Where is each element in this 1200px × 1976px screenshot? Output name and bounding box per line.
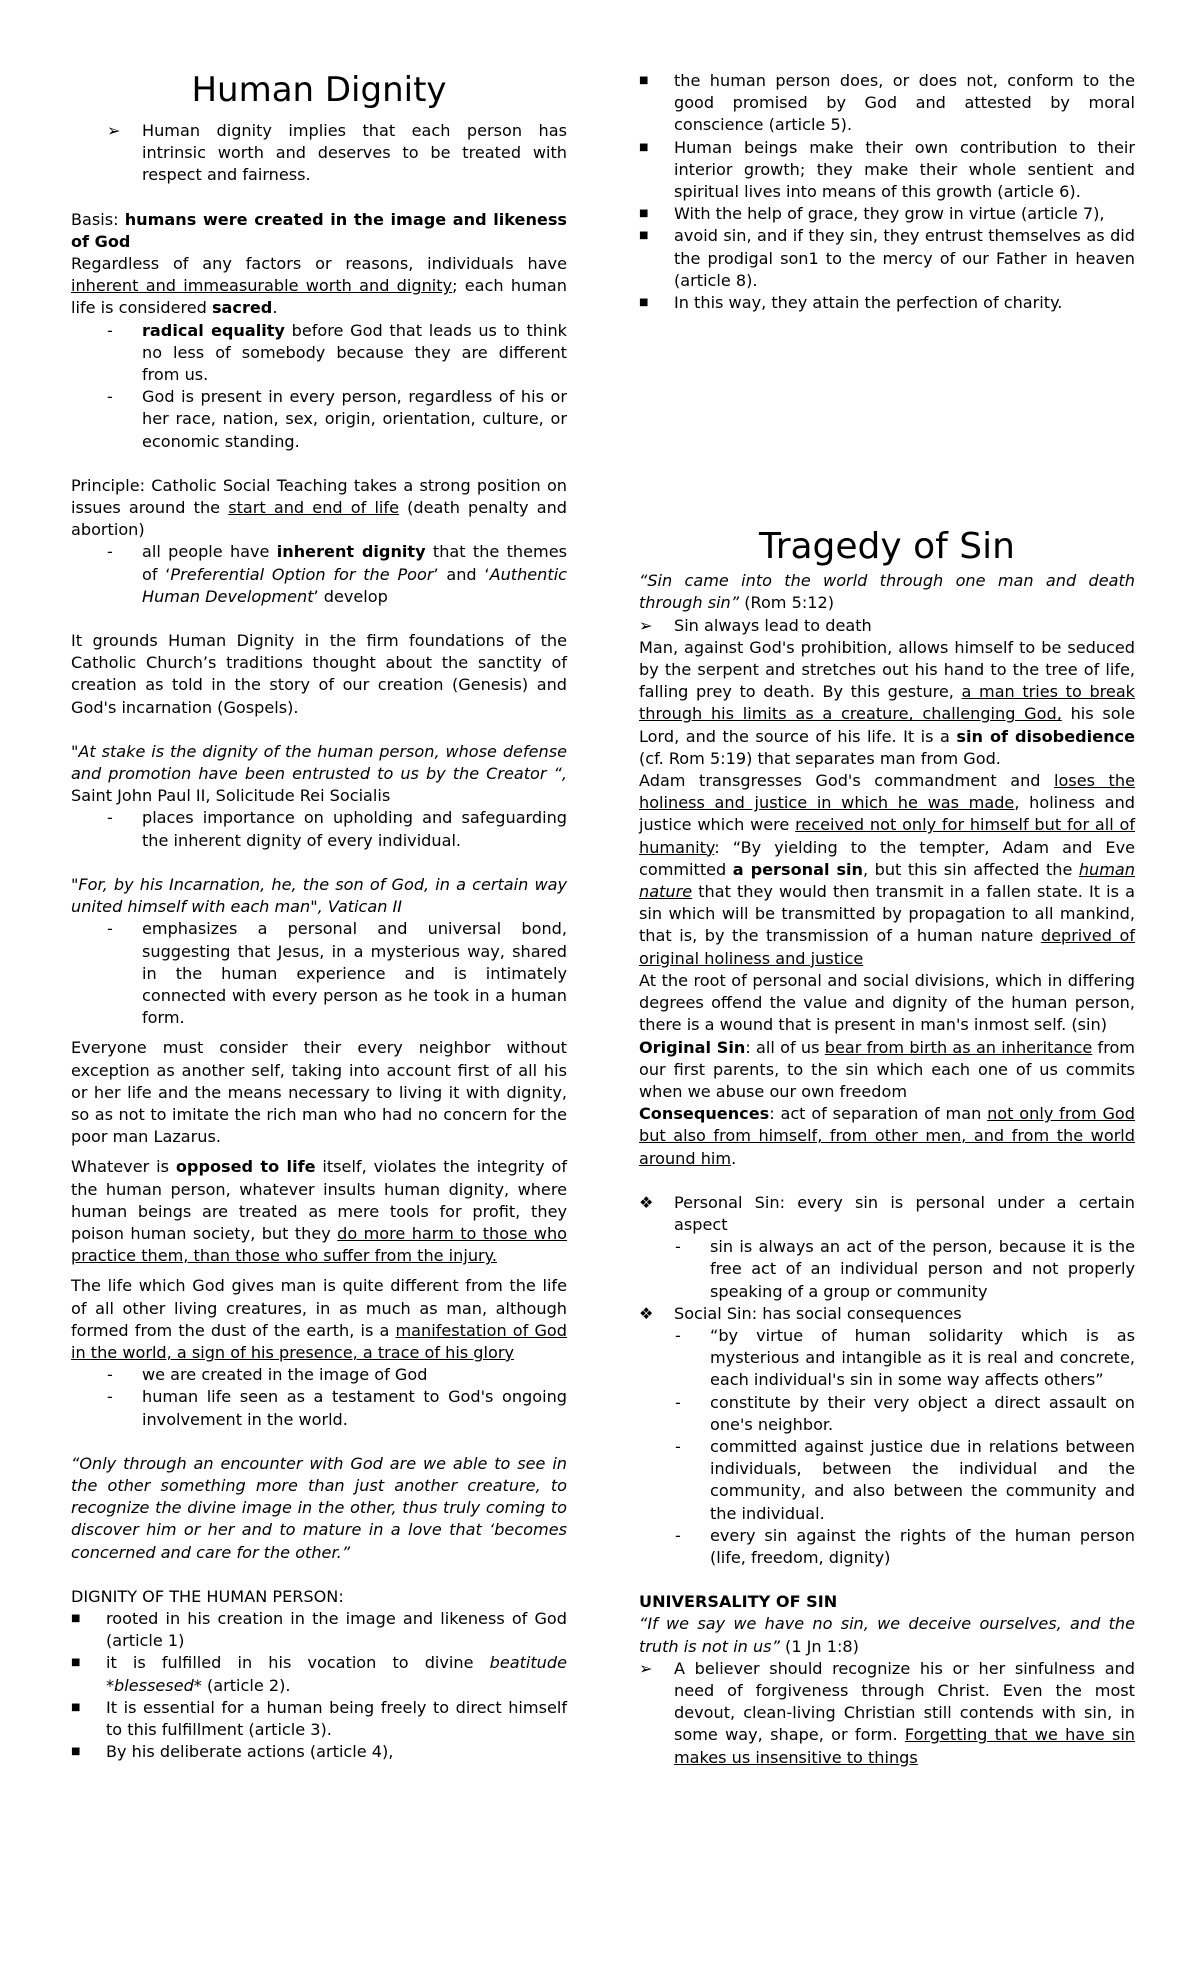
list-item: ■ the human person does, or does not, conform to the good promised by God and attested by moral conscience (article 5). <box>639 71 1135 135</box>
list-item: - we are created in the image of God <box>107 1365 428 1385</box>
list-item: - all people have inherent dignity that the themes of ‘Preferential Option for the Poor’ and ‘Authentic Human Development’ develop <box>107 542 568 606</box>
list-item: - radical equality before God that leads us to think no less of somebody because they are different from us. <box>107 320 567 385</box>
basis-paragraph: Basis: humans were created in the image and likeness of God <box>71 209 567 251</box>
quote2-list <box>71 918 567 1029</box>
regardless-paragraph: Regardless of any factors or reasons, individuals have inherent and immeasurable worth and dignity; each human life is considered sacred. <box>71 254 567 318</box>
arrow-bullet-icon: ➢ <box>639 615 653 635</box>
left-column <box>71 62 567 1763</box>
consequences-paragraph: Consequences: act of separation of man not only from God but also from himself, from other men, and from the world around him. <box>639 1104 1135 1168</box>
list-item: ■ Human beings make their own contribution to their interior growth; they make their whole sentient and spiritual lives into means of this growth (article 6). <box>639 137 1135 202</box>
adam-paragraph: Adam transgresses God's commandment and loses the holiness and justice in which he was made, holiness and justice which were received not only for himself but for all of humanity: “By yielding to the tempter, Adam and Eve committed a personal sin, but this sin affected the human nature that they would then transmit in a fallen state. It is a sin which will be transmitted by propagation to all mankind, that is, by the transmission of a human nature deprived of original holiness and justice <box>639 771 1135 968</box>
list-item: ➢ Sin always lead to death <box>674 615 1135 637</box>
social-sin-list <box>639 1303 1135 1325</box>
list-item: ➢ Human dignity implies that each person has intrinsic worth and deserves to be treated with respect and fairness. <box>107 121 567 185</box>
jn-quote: “If we say we have no sin, we deceive ourselves, and the truth is not in us” (1 Jn 1:8) <box>639 1614 1135 1656</box>
quote-john-paul: "At stake is the dignity of the human person, whose defense and promotion have been entrusted to us by the Creator “, Saint John Paul II, Solicitude Rei Socialis <box>71 741 567 806</box>
list-item: ■ avoid sin, and if they sin, they entrust themselves as did the prodigal son1 to the mercy of our Father in heaven (article 8). <box>639 226 1135 290</box>
dignity-list <box>71 1608 567 1763</box>
right-column <box>639 70 1135 1769</box>
life-list <box>71 1364 567 1431</box>
dignity-heading: DIGNITY OF THE HUMAN PERSON: <box>71 1586 344 1606</box>
whatever-paragraph: Whatever is opposed to life itself, violates the integrity of the human person, whatever insults human dignity, where human beings are treated as mere tools for profit, they poison human society, but they do more harm to those who practice them, than those who suffer from the injury. <box>71 1157 567 1266</box>
list-item: ■ it is fulfilled in his vocation to divine beatitude *blessesed* (article 2). <box>71 1653 567 1695</box>
dignity-list-continued <box>639 70 1135 314</box>
diamond-bullet-icon: ❖ <box>639 1303 654 1323</box>
list-item: - emphasizes a personal and universal bond, suggesting that Jesus, in a mysterious way, shared in the human experience and is intimately connected with every person as he took in a human form. <box>107 919 567 1028</box>
list-item: - committed against justice due in relations between individuals, between the individual and the community, and also between the community and the individual. <box>675 1436 1135 1523</box>
basis-list <box>71 320 567 453</box>
list-item: ➢ A believer should recognize his or her sinfulness and need of forgiveness through Christ. Even the most devout, clean-living Christian still contends with sin, in some way, shape, or form. Forgetting that we have sin makes us insensitive to things <box>639 1658 1135 1767</box>
list-item: ■ It is essential for a human being freely to direct himself to this fulfillment (article 3). <box>71 1697 567 1739</box>
man-paragraph: Man, against God's prohibition, allows himself to be seduced by the serpent and stretches out his hand to the tree of life, falling prey to death. By this gesture, a man tries to break through his limits as a creature, challenging God, his sole Lord, and the source of his life. It is a sin of disobedience (cf. Rom 5:19) that separates man from God. <box>639 637 1136 768</box>
diamond-bullet-icon: ❖ <box>639 1192 654 1212</box>
arrow-bullet-icon: ➢ <box>639 1658 653 1678</box>
arrow-bullet-icon: ➢ <box>107 121 121 140</box>
everyone-paragraph: Everyone must consider their every neighbor without exception as another self, taking into account first of all his or her life and the means necessary to living it with dignity, so as not to imitate the rich man who had no concern for the poor man Lazarus. <box>71 1038 567 1147</box>
personal-sin-sublist <box>639 1236 1135 1303</box>
rom-quote: “Sin came into the world through one man and death through sin” (Rom 5:12) <box>639 571 1135 613</box>
list-item: - sin is always an act of the person, because it is the free act of an individual person and not properly speaking of a group or community <box>675 1237 1135 1301</box>
list-item: - places importance on upholding and safeguarding the inherent dignity of every individual. <box>107 808 567 850</box>
page-title: Human Dignity <box>191 70 447 110</box>
root-paragraph: At the root of personal and social divisions, which in differing degrees offend the value and dignity of the human person, there is a wound that is present in man's inmost self. (sin) <box>639 970 1135 1035</box>
quote1-list <box>71 807 567 851</box>
universality-heading: UNIVERSALITY OF SIN <box>639 1592 838 1612</box>
list-item: ■ In this way, they attain the perfection of charity. <box>639 293 1063 313</box>
encounter-quote: “Only through an encounter with God are we able to see in the other something more than just another creature, to recognize the divine image in the other, thus truly coming to discover him or her and to mature in a love that ‘becomes concerned and care for the other.” <box>71 1453 567 1562</box>
principle-paragraph: Principle: Catholic Social Teaching takes a strong position on issues around the start and end of life (death penalty and abortion) <box>71 475 567 540</box>
original-sin-paragraph: Original Sin: all of us bear from birth as an inheritance from our first parents, to the sin which each one of us commits when we abuse our own freedom <box>639 1037 1135 1101</box>
life-god-paragraph: The life which God gives man is quite different from the life of all other living creatures, in as much as man, although formed from the dust of the earth, is a manifestation of God in the world, a sign of his presence, a trace of his glory <box>71 1276 567 1362</box>
list-item: ❖ Social Sin: has social consequences <box>674 1303 1135 1325</box>
list-item: - “by virtue of human solidarity which is as mysterious and intangible as it is real and concrete, each individual's sin in some way affects others” <box>675 1325 1135 1390</box>
intro-list <box>71 120 567 187</box>
grounds-paragraph: It grounds Human Dignity in the firm foundations of the Catholic Church’s traditions thought about the sanctity of creation as told in the story of our creation (Genesis) and God's incarnation (Gospels). <box>71 631 567 717</box>
list-item: ■ rooted in his creation in the image and likeness of God (article 1) <box>71 1608 567 1651</box>
list-item: - human life seen as a testament to God's ongoing involvement in the world. <box>107 1387 567 1429</box>
section-title-tragedy: Tragedy of Sin <box>759 526 1015 568</box>
list-item: ❖ Personal Sin: every sin is personal under a certain aspect <box>639 1192 1135 1234</box>
believer-list <box>639 1658 1135 1769</box>
list-item: - constitute by their very object a direct assault on one's neighbor. <box>675 1392 1135 1434</box>
death-list <box>639 615 1135 637</box>
list-item: ■ By his deliberate actions (article 4), <box>71 1742 394 1762</box>
quote-vatican: "For, by his Incarnation, he, the son of God, in a certain way united himself with each man", Vatican II <box>71 874 567 917</box>
personal-sin-list <box>639 1192 1135 1236</box>
principle-list <box>71 541 567 608</box>
social-sin-sublist <box>639 1325 1135 1569</box>
list-item: ■ With the help of grace, they grow in virtue (article 7), <box>639 204 1105 224</box>
list-item: - God is present in every person, regardless of his or her race, nation, sex, origin, orientation, culture, or economic standing. <box>107 387 567 451</box>
list-item: - every sin against the rights of the human person (life, freedom, dignity) <box>675 1525 1135 1567</box>
